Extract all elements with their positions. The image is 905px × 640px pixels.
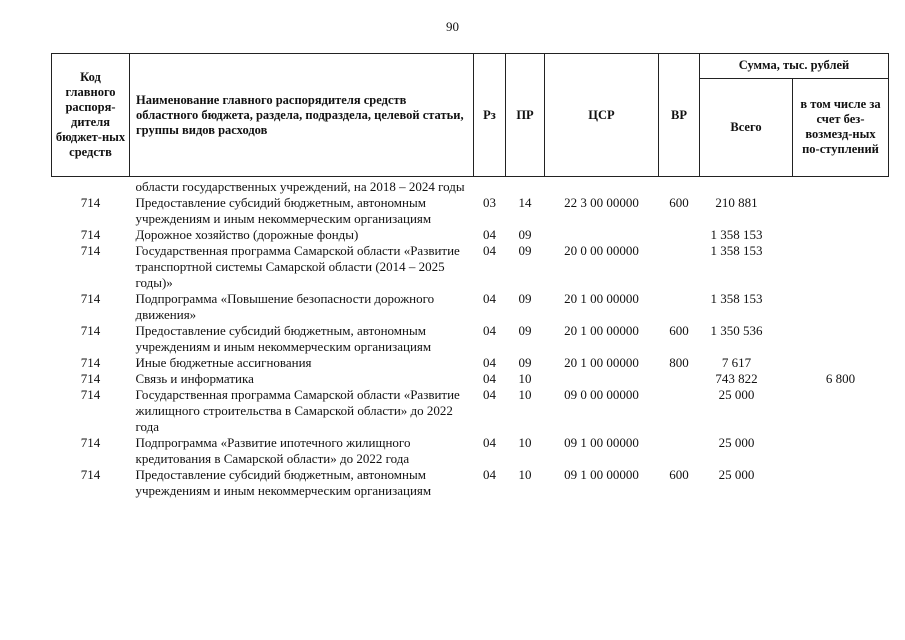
rz-cell: 04 bbox=[483, 227, 496, 242]
free-cell bbox=[793, 323, 889, 355]
vr-cell: 600 bbox=[669, 323, 689, 338]
total-cell: 1 358 153 bbox=[710, 291, 763, 306]
pr-cell: 10 bbox=[518, 435, 532, 450]
rz-cell: 04 bbox=[483, 355, 496, 370]
table-row bbox=[52, 435, 889, 467]
total-cell: 25 000 bbox=[718, 387, 755, 402]
pr-cell: 10 bbox=[518, 387, 532, 402]
vr-cell: 600 bbox=[669, 195, 689, 210]
header-rz: Рз bbox=[474, 54, 506, 177]
vr-cell bbox=[659, 387, 700, 435]
name-cell: Предоставление субсидий бюджетным, автономным учреждениям и иным некоммерческим организациям bbox=[135, 467, 432, 498]
code-cell: 714 bbox=[80, 243, 101, 258]
csr-cell: 22 3 00 00000 bbox=[564, 195, 639, 210]
pr-cell: 09 bbox=[518, 243, 532, 258]
rz-cell: 04 bbox=[483, 323, 496, 338]
table-row bbox=[52, 195, 889, 227]
vr-cell: 600 bbox=[669, 467, 689, 482]
header-csr: ЦСР bbox=[545, 54, 659, 177]
code-cell: 714 bbox=[80, 467, 101, 482]
pr-cell: 10 bbox=[518, 371, 532, 386]
header-code: Код главного распоря-дителя бюджет-ных средств bbox=[52, 54, 130, 177]
table-row bbox=[52, 387, 889, 435]
csr-cell: 09 1 00 00000 bbox=[564, 435, 639, 450]
rz-cell: 04 bbox=[483, 243, 496, 258]
csr-cell bbox=[545, 177, 659, 196]
page-number: 90 bbox=[446, 19, 459, 34]
total-cell: 1 350 536 bbox=[710, 323, 763, 338]
table-body bbox=[52, 177, 889, 500]
header-vr: ВР bbox=[659, 54, 700, 177]
free-cell bbox=[793, 195, 889, 227]
name-cell: Подпрограмма «Повышение безопасности дорожного движения» bbox=[135, 291, 435, 322]
table-row bbox=[52, 291, 889, 323]
table-header bbox=[52, 54, 889, 177]
total-cell: 743 822 bbox=[715, 371, 758, 386]
csr-cell: 20 0 00 00000 bbox=[564, 243, 639, 258]
rz-cell bbox=[474, 177, 506, 196]
pr-cell: 10 bbox=[518, 467, 532, 482]
csr-cell: 20 1 00 00000 bbox=[564, 291, 639, 306]
vr-cell: 800 bbox=[669, 355, 689, 370]
pr-cell: 14 bbox=[518, 195, 532, 210]
pr-cell: 09 bbox=[518, 227, 532, 242]
csr-cell: 09 1 00 00000 bbox=[564, 467, 639, 482]
total-cell: 210 881 bbox=[715, 195, 758, 210]
pr-cell: 09 bbox=[518, 291, 532, 306]
header-total: Всего bbox=[700, 78, 793, 176]
code-cell bbox=[52, 177, 130, 196]
total-cell: 1 358 153 bbox=[710, 243, 763, 258]
free-cell bbox=[793, 435, 889, 467]
name-cell: Подпрограмма «Развитие ипотечного жилищного кредитования в Самарской области» до 2022 года bbox=[135, 435, 411, 466]
name-cell: Государственная программа Самарской области «Развитие жилищного строительства в Самарской области» до 2022 года bbox=[135, 387, 460, 434]
free-cell bbox=[793, 467, 889, 499]
table-row bbox=[52, 227, 889, 243]
free-cell bbox=[793, 291, 889, 323]
csr-cell: 09 0 00 00000 bbox=[564, 387, 639, 402]
csr-cell bbox=[545, 227, 659, 243]
table-row bbox=[52, 467, 889, 499]
free-cell bbox=[793, 387, 889, 435]
table-row bbox=[52, 323, 889, 355]
csr-cell: 20 1 00 00000 bbox=[564, 355, 639, 370]
rz-cell: 04 bbox=[483, 467, 496, 482]
total-cell: 25 000 bbox=[718, 467, 755, 482]
total-cell: 25 000 bbox=[718, 435, 755, 450]
csr-cell: 20 1 00 00000 bbox=[564, 323, 639, 338]
name-cell: области государственных учреждений, на 2018 – 2024 годы bbox=[135, 179, 465, 194]
vr-cell bbox=[659, 371, 700, 387]
table-row bbox=[52, 243, 889, 291]
rz-cell: 04 bbox=[483, 291, 496, 306]
vr-cell bbox=[659, 243, 700, 291]
code-cell: 714 bbox=[80, 323, 101, 338]
pr-cell: 09 bbox=[518, 355, 532, 370]
table-row bbox=[52, 371, 889, 387]
name-cell: Иные бюджетные ассигнования bbox=[135, 355, 312, 370]
rz-cell: 03 bbox=[483, 195, 496, 210]
header-name: Наименование главного распорядителя средств областного бюджета, раздела, подраздела, целевой статьи, группы видов расходов bbox=[130, 54, 474, 177]
code-cell: 714 bbox=[80, 371, 101, 386]
code-cell: 714 bbox=[80, 291, 101, 306]
vr-cell bbox=[659, 291, 700, 323]
table-row bbox=[52, 177, 889, 196]
rz-cell: 04 bbox=[483, 435, 496, 450]
rz-cell: 04 bbox=[483, 387, 496, 402]
free-cell bbox=[793, 227, 889, 243]
vr-cell bbox=[659, 227, 700, 243]
vr-cell bbox=[659, 435, 700, 467]
name-cell: Государственная программа Самарской области «Развитие транспортной системы Самарской области (2014 – 2025 годы)» bbox=[135, 243, 460, 290]
name-cell: Предоставление субсидий бюджетным, автономным учреждениям и иным некоммерческим организациям bbox=[135, 323, 432, 354]
header-free: в том числе за счет без-возмезд-ных по-ступлений bbox=[793, 78, 889, 176]
free-cell bbox=[793, 355, 889, 371]
free-cell bbox=[793, 177, 889, 196]
code-cell: 714 bbox=[80, 227, 101, 242]
code-cell: 714 bbox=[80, 435, 101, 450]
code-cell: 714 bbox=[80, 355, 101, 370]
pr-cell: 09 bbox=[518, 323, 532, 338]
code-cell: 714 bbox=[80, 195, 101, 210]
total-cell bbox=[700, 177, 793, 196]
code-cell: 714 bbox=[80, 387, 101, 402]
csr-cell bbox=[545, 371, 659, 387]
total-cell: 7 617 bbox=[721, 355, 752, 370]
vr-cell bbox=[659, 177, 700, 196]
header-sum: Сумма, тыс. рублей bbox=[700, 54, 889, 79]
header-pr: ПР bbox=[506, 54, 545, 177]
pr-cell bbox=[506, 177, 545, 196]
free-cell bbox=[793, 243, 889, 291]
name-cell: Дорожное хозяйство (дорожные фонды) bbox=[135, 227, 359, 242]
budget-table bbox=[51, 53, 889, 499]
name-cell: Предоставление субсидий бюджетным, автономным учреждениям и иным некоммерческим организациям bbox=[135, 195, 432, 226]
free-cell: 6 800 bbox=[825, 371, 856, 386]
name-cell: Связь и информатика bbox=[135, 371, 254, 386]
total-cell: 1 358 153 bbox=[710, 227, 763, 242]
rz-cell: 04 bbox=[483, 371, 496, 386]
table-row bbox=[52, 355, 889, 371]
